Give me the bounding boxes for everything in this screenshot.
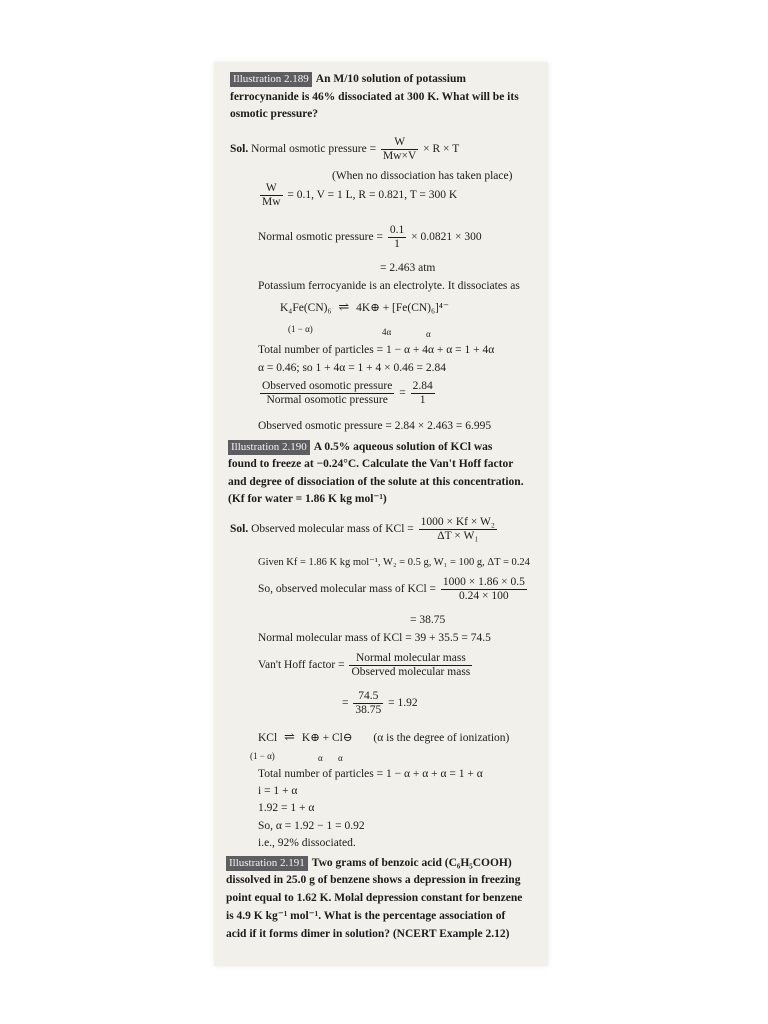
osmotic-result: = 2.463 atm xyxy=(380,262,436,274)
kcl-particles: Total number of particles = 1 − α + α + α = 1 + α xyxy=(258,768,483,780)
illustration-191-line4: is 4.9 K kg⁻¹ mol⁻¹. What is the percentage association of xyxy=(226,910,506,922)
kcl-coef-2: α xyxy=(318,753,323,763)
vant-hoff-factor: Van't Hoff factor = $\frac{\text{Normal molecular mass}}{\text{Observed molecular mass}}$ xyxy=(258,652,471,678)
illustration-190-question-line2: found to freeze at −0.24°C. Calculate the Van't Hoff factor xyxy=(228,458,514,470)
illustration-190-question-line1: Illustration 2.190 A 0.5% aqueous solution of KCl was xyxy=(228,440,492,455)
illustration-189-question-line2: ferrocynanide is 46% dissociated at 300 K. What will be its xyxy=(230,91,519,103)
so-observed-mass: So, observed molecular mass of KCl = $\frac{1000 \times 1.86 \times 0.5}{0.24 \times 100}$ xyxy=(258,576,525,602)
normal-osmotic-formula: Sol. Normal osmotic pressure = $\frac{W}{Mw\times V}$ × R × T xyxy=(230,136,460,162)
ratio-line: $\frac{\text{Observed osomotic pressure}}{\text{Normal osomotic pressure}}$ = $\frac{2.84}{1}$ xyxy=(262,380,433,406)
illustration-189-question-line1: Illustration 2.189 An M/10 solution of potassium xyxy=(230,72,466,87)
alpha-line: α = 0.46; so 1 + 4α = 1 + 4 × 0.46 = 2.84 xyxy=(258,362,447,374)
ie-line: i.e., 92% dissociated. xyxy=(258,837,356,849)
i-line: i = 1 + α xyxy=(258,785,298,797)
illustration-190-question-line4: (Kf for water = 1.86 K kg mol⁻¹) xyxy=(228,493,387,505)
equilibrium-arrow-icon: ⇌ xyxy=(284,729,295,744)
illustration-189-question-line3: osmotic pressure? xyxy=(230,108,319,120)
particles-line: Total number of particles = 1 − α + 4α + α = 1 + 4α xyxy=(258,344,495,356)
given-kcl: Given Kf = 1.86 K kg mol⁻¹, W₂ = 0.5 g, W₁ = 100 g, ΔT = 0.24 xyxy=(258,557,530,568)
vant-hoff-value: = $\frac{74.5}{38.75}$ = 1.92 xyxy=(342,690,418,716)
illustration-189-label: Illustration 2.189 xyxy=(230,72,312,87)
illustration-191-line1: Illustration 2.191 Two grams of benzoic acid (C₆H₅COOH) xyxy=(226,856,512,871)
page-content xyxy=(214,62,548,966)
coef-3: α xyxy=(426,329,431,339)
dissociation-equation: K₄Fe(CN)₆ ⇌ 4K⊕ + [Fe(CN)₆]⁴⁻ xyxy=(280,299,449,314)
kcl-equation: KCl ⇌ K⊕ + Cl⊖ (α is the degree of ionization) xyxy=(258,729,510,744)
textbook-page xyxy=(214,62,548,966)
kcl-coef-3: α xyxy=(338,753,343,763)
num-line: 1.92 = 1 + α xyxy=(258,802,315,814)
so-result: = 38.75 xyxy=(410,614,446,626)
illustration-191-line2: dissolved in 25.0 g of benzene shows a depression in freezing xyxy=(226,874,521,886)
normal-osmotic-calc: Normal osmotic pressure = $\frac{0.1}{1}$ × 0.0821 × 300 xyxy=(258,224,482,250)
illustration-190-label: Illustration 2.190 xyxy=(228,440,310,455)
illustration-191-line3: point equal to 1.62 K. Molal depression constant for benzene xyxy=(226,892,523,904)
formula-fraction: $\frac{W}{Mw\times V}$ xyxy=(382,136,417,162)
normal-mass: Normal molecular mass of KCl = 39 + 35.5 = 74.5 xyxy=(258,632,491,644)
illustration-191-line5: acid if it forms dimer in solution? (NCERT Example 2.12) xyxy=(226,928,510,940)
coef-2: 4α xyxy=(382,327,392,337)
kcl-coef-1: (1 − α) xyxy=(250,751,275,761)
illustration-191-label: Illustration 2.191 xyxy=(226,856,308,871)
observed-mass-formula: Sol. Observed molecular mass of KCl = $\frac{\text{1000 × Kf × W₂}}{\text{ΔT × W₁}}$ xyxy=(230,516,495,542)
electrolyte-text: Potassium ferrocyanide is an electrolyte. It dissociates as xyxy=(258,280,520,292)
illustration-190-question-line3: and degree of dissociation of the solute at this concentration. xyxy=(228,476,524,488)
equilibrium-arrow-icon: ⇌ xyxy=(338,299,350,314)
observed-osmotic: Observed osmotic pressure = 2.84 × 2.463 = 6.995 xyxy=(258,420,492,432)
so-alpha: So, α = 1.92 − 1 = 0.92 xyxy=(258,820,365,832)
given-values: $\frac{W}{Mw}$ = 0.1, V = 1 L, R = 0.821, T = 300 K xyxy=(262,182,458,208)
dissociation-note: (When no dissociation has taken place) xyxy=(332,170,513,182)
coef-1: (1 − α) xyxy=(288,324,313,334)
